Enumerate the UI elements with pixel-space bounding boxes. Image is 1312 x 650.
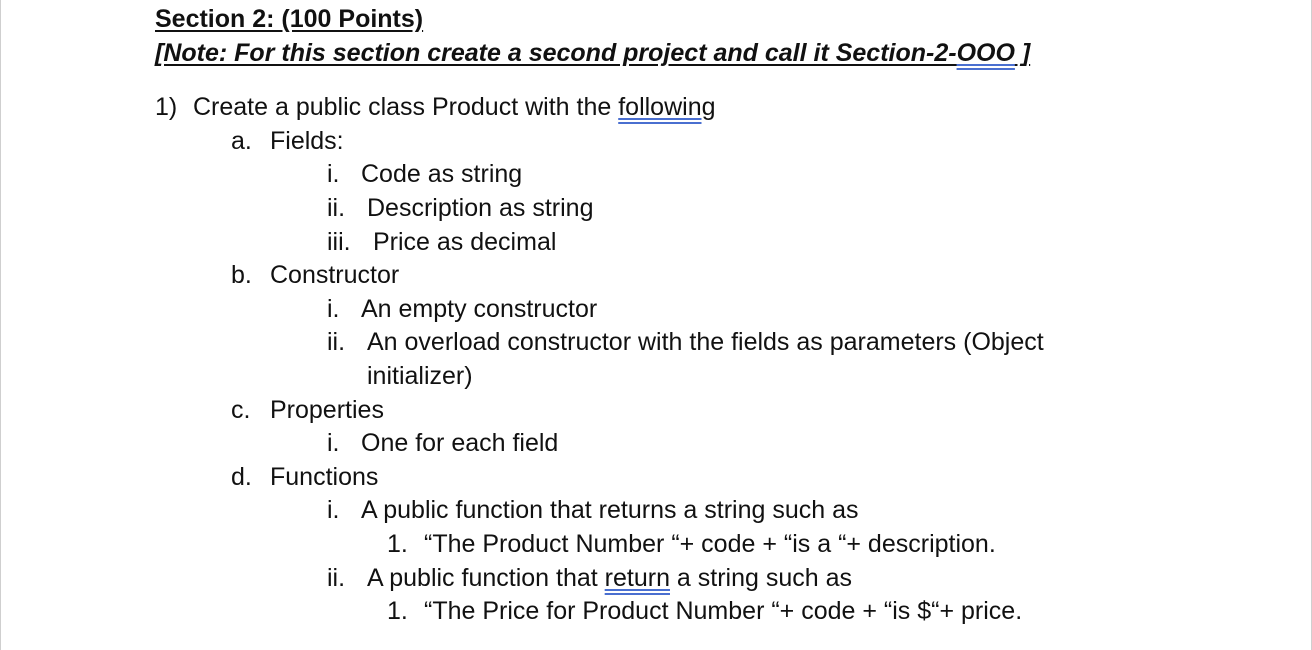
list-item-text: One for each field [361,429,559,457]
note-suffix: ] [1014,39,1031,67]
list-marker-b: b. [231,261,252,289]
item-text: A public function that [367,564,605,592]
note-code: OOO [956,39,1015,67]
list-item-continuation: initializer) [367,362,473,390]
list-item-text: Price as decimal [373,228,557,256]
list-marker: i. [327,496,340,524]
list-marker: i. [327,160,340,188]
list-label-a: Fields: [270,127,344,155]
list-marker: iii. [327,228,351,256]
list-label-b: Constructor [270,261,400,289]
item-text-flagged: following [618,93,716,121]
list-marker: i. [327,295,340,323]
example-string: “The Product Number “+ code + “is a “+ description. [424,530,996,558]
note-text: [Note: For this section create a second project and call it Section-2- [155,39,957,67]
list-marker: 1. [387,530,408,558]
list-label-d: Functions [270,463,379,491]
page-edge-left [0,0,1,650]
list-marker: ii. [327,328,346,356]
example-string: “The Price for Product Number “+ code + “is $“+ price. [424,597,1023,625]
list-item-1-text [193,90,716,124]
list-marker-a: a. [231,127,252,155]
list-label-c: Properties [270,396,384,424]
section-note [155,36,1030,70]
item-text-flagged: return [604,564,670,592]
list-marker: ii. [327,564,346,592]
list-item-text [367,561,852,595]
list-item-text: An overload constructor with the fields as parameters (Object [367,328,1044,356]
list-item-1 [155,90,177,124]
item-text-after: a string such as [669,564,853,592]
list-item-text: A public function that returns a string such as [361,496,859,524]
list-marker: 1. [387,597,408,625]
list-marker: ii. [327,194,346,222]
item-text: Create a public class Product with the [193,93,619,121]
list-item-text: An empty constructor [361,295,598,323]
list-item-text: Description as string [367,194,594,222]
list-marker: i. [327,429,340,457]
section-title: Section 2: (100 Points) [155,5,424,33]
list-marker: 1) [155,93,178,121]
list-item-text: Code as string [361,160,523,188]
list-marker-d: d. [231,463,252,491]
list-marker-c: c. [231,396,251,424]
